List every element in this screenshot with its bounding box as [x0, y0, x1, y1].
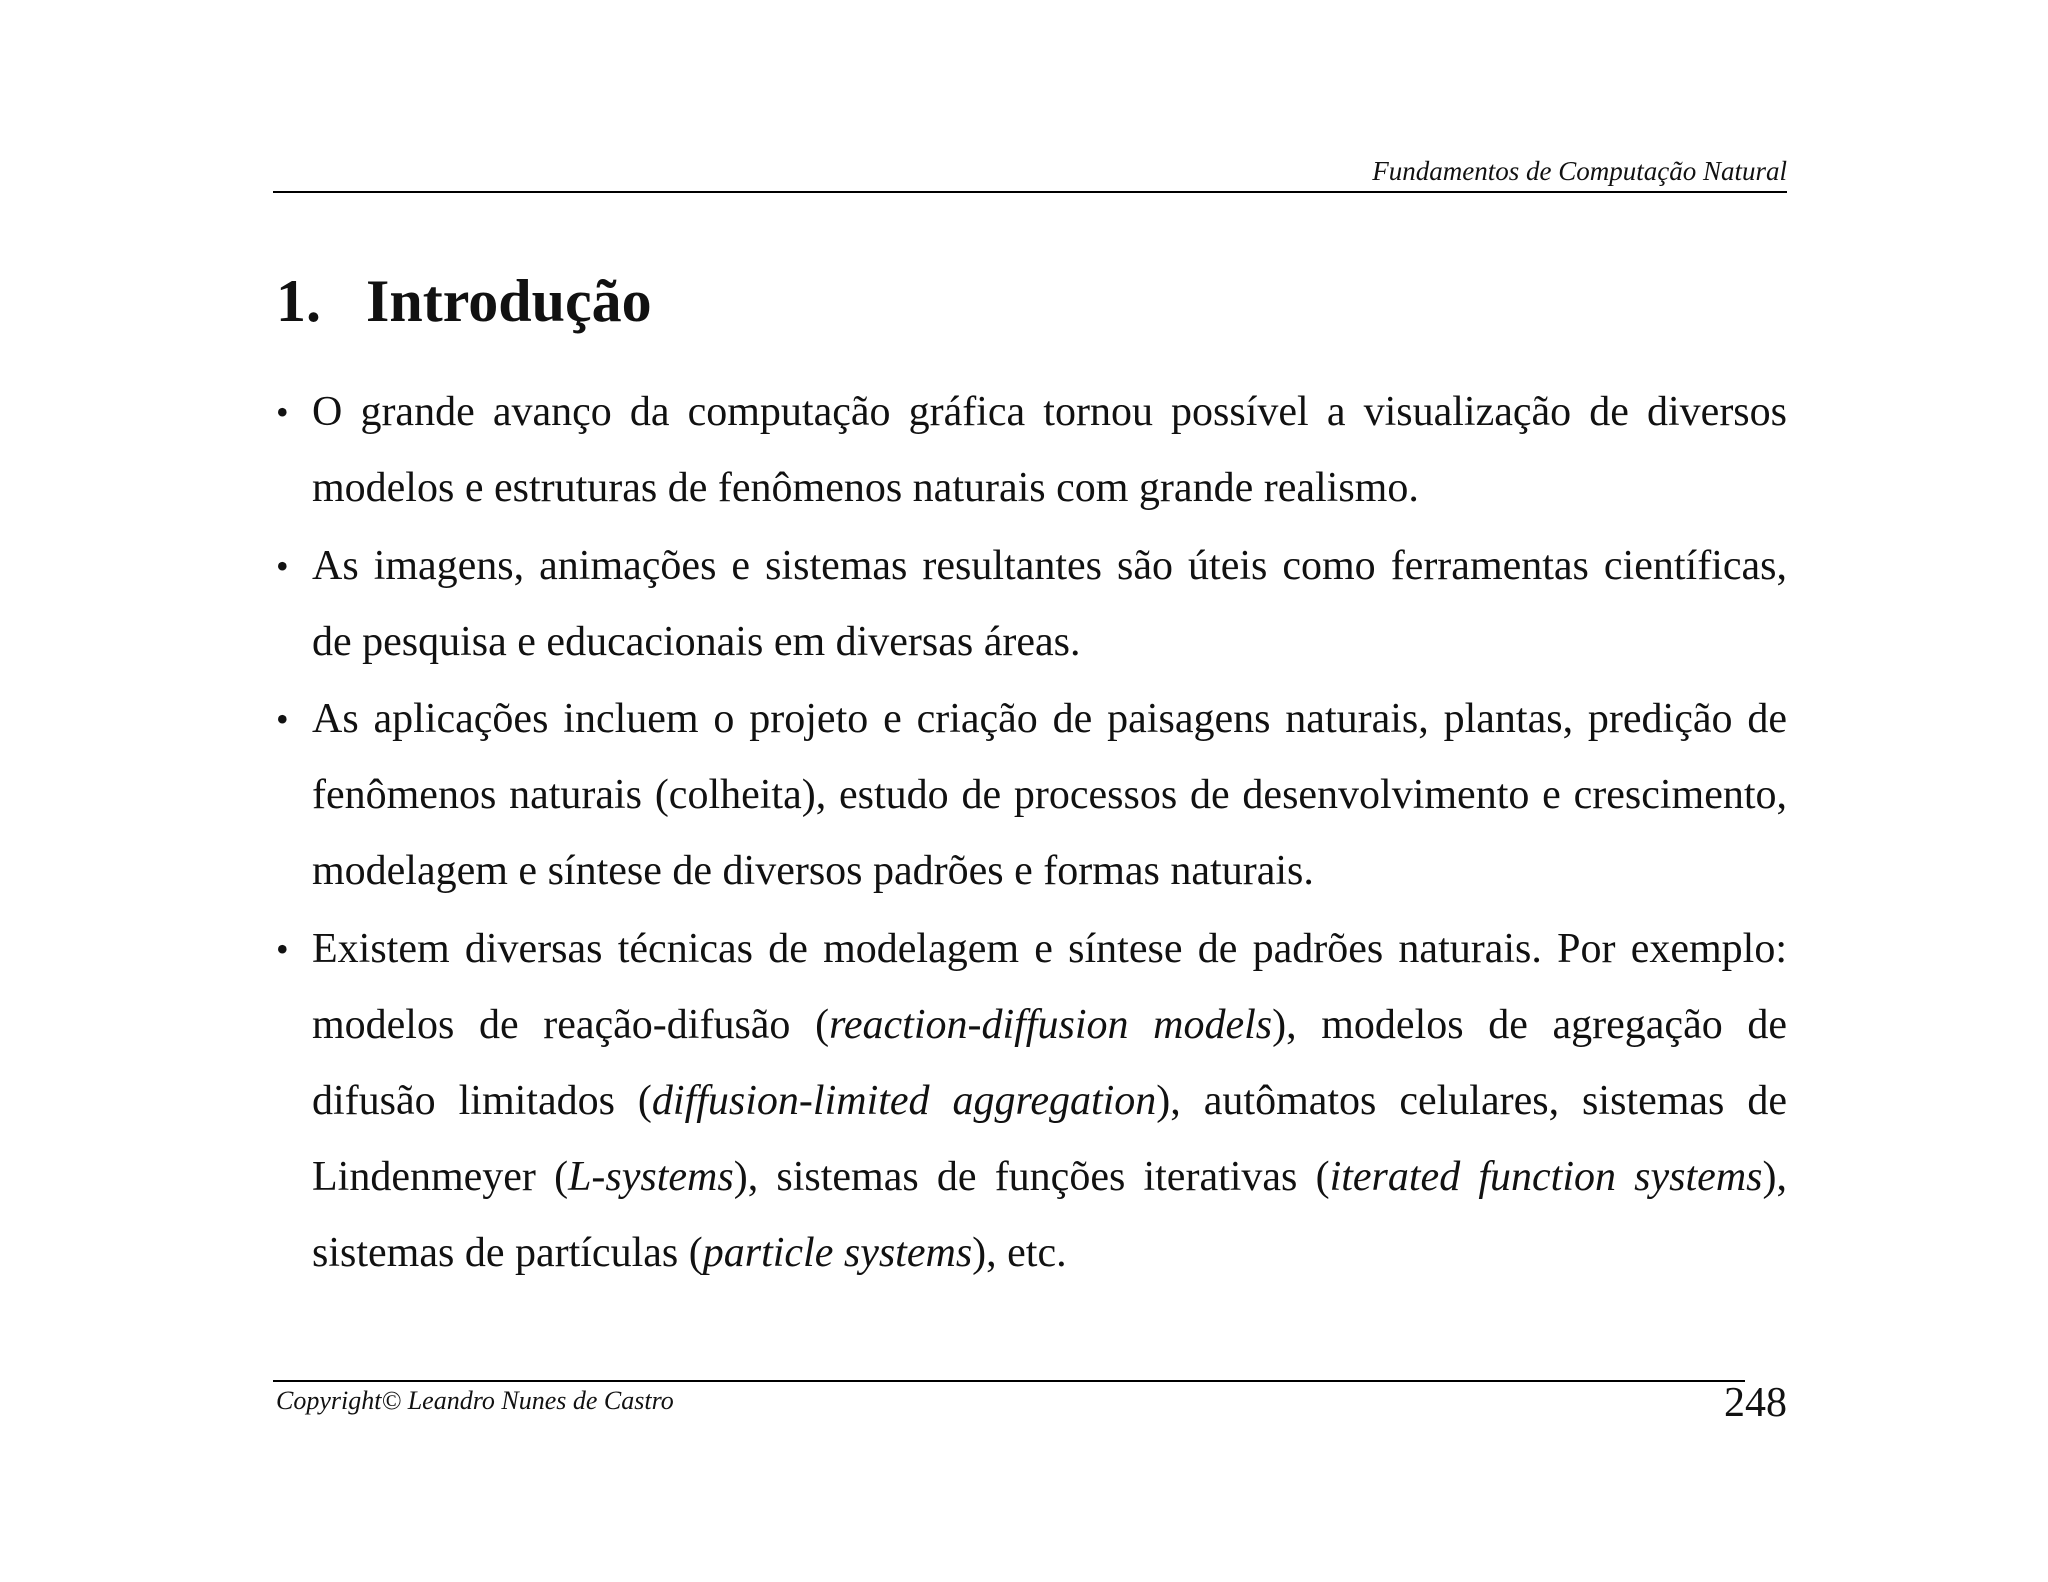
- header-rule: [273, 191, 1787, 193]
- copyright-notice: Copyright© Leandro Nunes de Castro: [276, 1386, 674, 1415]
- bullet-text: ), modelos de agregação de difusão limitados (: [312, 1001, 1787, 1124]
- bullet-dot-icon: •: [276, 392, 289, 432]
- bullet-item: [274, 911, 1787, 1291]
- bullet-dot-icon: •: [276, 928, 289, 969]
- bullet-text: Existem diversas técnicas de modelagem e síntese de padrões naturais. Por exemplo: modelos de reação-difusão (: [312, 925, 1787, 1048]
- italic-term: reaction-diffusion models: [829, 1001, 1273, 1048]
- bullet-text: As imagens, animações e sistemas resultantes são úteis como ferramentas científicas, de pesquisa e educacionais em diversas áreas.: [312, 542, 1787, 665]
- bullet-text: As aplicações incluem o projeto e criação de paisagens naturais, plantas, predição de fenômenos naturais (colheita), estudo de processos de desenvolvimento e crescimento, modelagem e síntese de diversos padrões e formas naturais.: [312, 696, 1787, 894]
- bullet-dot-icon: •: [276, 545, 289, 586]
- bullet-item: [274, 528, 1787, 680]
- bullet-item: [274, 681, 1787, 909]
- page-number: 248: [1724, 1380, 1787, 1426]
- bullet-dot-icon: •: [276, 699, 289, 739]
- bullet-text: ), etc.: [972, 1229, 1067, 1276]
- bullet-item: [274, 374, 1787, 526]
- bullet-text: ), autômatos celulares, sistemas de Lindenmeyer (: [312, 1077, 1787, 1200]
- section-title: [276, 268, 652, 334]
- bullet-text: ), sistemas de funções iterativas (: [733, 1153, 1330, 1200]
- italic-term: L-systems: [568, 1153, 734, 1200]
- bullet-text: O grande avanço da computação gráfica tornou possível a visualização de diversos modelos e estruturas de fenômenos naturais com grande realismo.: [312, 389, 1787, 511]
- italic-term: iterated function systems: [1329, 1153, 1763, 1200]
- italic-term: particle systems: [702, 1229, 973, 1276]
- bullet-list: [274, 374, 1787, 1292]
- footer-rule: [273, 1380, 1745, 1382]
- section-title-text: Introdução: [366, 268, 652, 334]
- bullet-text: ), sistemas de partículas (: [312, 1153, 1787, 1276]
- italic-term: diffusion-limited aggregation: [651, 1077, 1157, 1124]
- section-number: 1.: [276, 268, 321, 334]
- running-header: Fundamentos de Computação Natural: [1372, 156, 1787, 186]
